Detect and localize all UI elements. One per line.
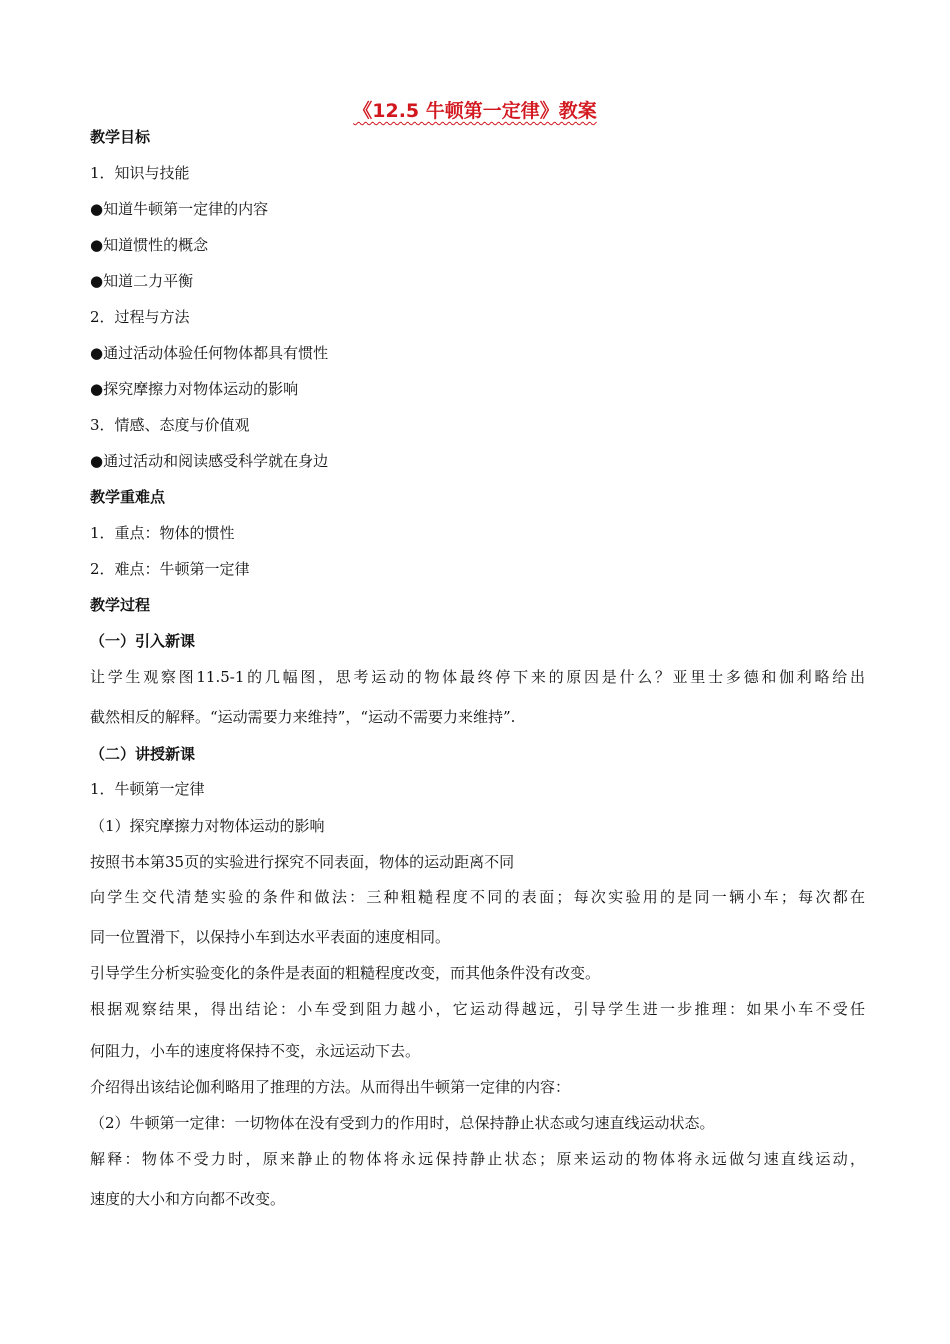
section-heading: 教学目标 bbox=[90, 128, 151, 146]
subsection-heading: （二）讲授新课 bbox=[90, 745, 196, 763]
paragraph-line: （2）牛顿第一定律：一切物体在没有受到力的作用时，总保持静止状态或匀速直线运动状态。 bbox=[90, 1114, 715, 1132]
paragraph-line: 向学生交代清楚实验的条件和做法：三种粗糙程度不同的表面；每次实验用的是同一辆小车；每次都在 bbox=[90, 888, 865, 906]
bullet-item: ●通过活动和阅读感受科学就在身边 bbox=[90, 452, 329, 470]
document-title: 《12.5 牛顿第一定律》教案 bbox=[353, 100, 597, 122]
paragraph-line: 速度的大小和方向都不改变。 bbox=[90, 1190, 286, 1208]
subsection-heading: 3．情感、态度与价值观 bbox=[90, 416, 250, 434]
paragraph-line: 截然相反的解释。“运动需要力来维持”，“运动不需要力来维持”. bbox=[90, 708, 516, 726]
paragraph-line: 让学生观察图11.5-1的几幅图，思考运动的物体最终停下来的原因是什么？亚里士多德和伽利略给出 bbox=[90, 668, 865, 686]
bullet-item: ●知道惯性的概念 bbox=[90, 236, 209, 254]
bullet-item: ●探究摩擦力对物体运动的影响 bbox=[90, 380, 299, 398]
subsection-heading: 1．牛顿第一定律 bbox=[90, 780, 205, 798]
subsection-heading: 1．知识与技能 bbox=[90, 164, 190, 182]
paragraph-line: （1）探究摩擦力对物体运动的影响 bbox=[90, 817, 325, 835]
subsection-heading: 2．过程与方法 bbox=[90, 308, 190, 326]
paragraph-line: 介绍得出该结论伽利略用了推理的方法。从而得出牛顿第一定律的内容： bbox=[90, 1078, 571, 1096]
paragraph-line: 何阻力，小车的速度将保持不变，永远运动下去。 bbox=[90, 1042, 421, 1060]
paragraph-line: 同一位置滑下，以保持小车到达水平表面的速度相同。 bbox=[90, 928, 451, 946]
bullet-item: ●知道二力平衡 bbox=[90, 272, 194, 290]
paragraph-line: 解释：物体不受力时，原来静止的物体将永远保持静止状态；原来运动的物体将永远做匀速直线运动， bbox=[90, 1150, 865, 1168]
paragraph-line: 根据观察结果，得出结论：小车受到阻力越小，它运动得越远，引导学生进一步推理：如果小车不受任 bbox=[90, 1000, 865, 1018]
bullet-item: ●知道牛顿第一定律的内容 bbox=[90, 200, 269, 218]
key-point: 1．重点：物体的惯性 bbox=[90, 524, 235, 542]
paragraph-line: 按照书本第35页的实验进行探究不同表面，物体的运动距离不同 bbox=[90, 853, 515, 871]
subsection-heading: （一）引入新课 bbox=[90, 632, 196, 650]
section-heading: 教学过程 bbox=[90, 596, 151, 614]
bullet-item: ●通过活动体验任何物体都具有惯性 bbox=[90, 344, 329, 362]
difficult-point: 2．难点：牛顿第一定律 bbox=[90, 560, 250, 578]
paragraph-line: 引导学生分析实验变化的条件是表面的粗糙程度改变，而其他条件没有改变。 bbox=[90, 964, 601, 982]
section-heading: 教学重难点 bbox=[90, 488, 166, 506]
